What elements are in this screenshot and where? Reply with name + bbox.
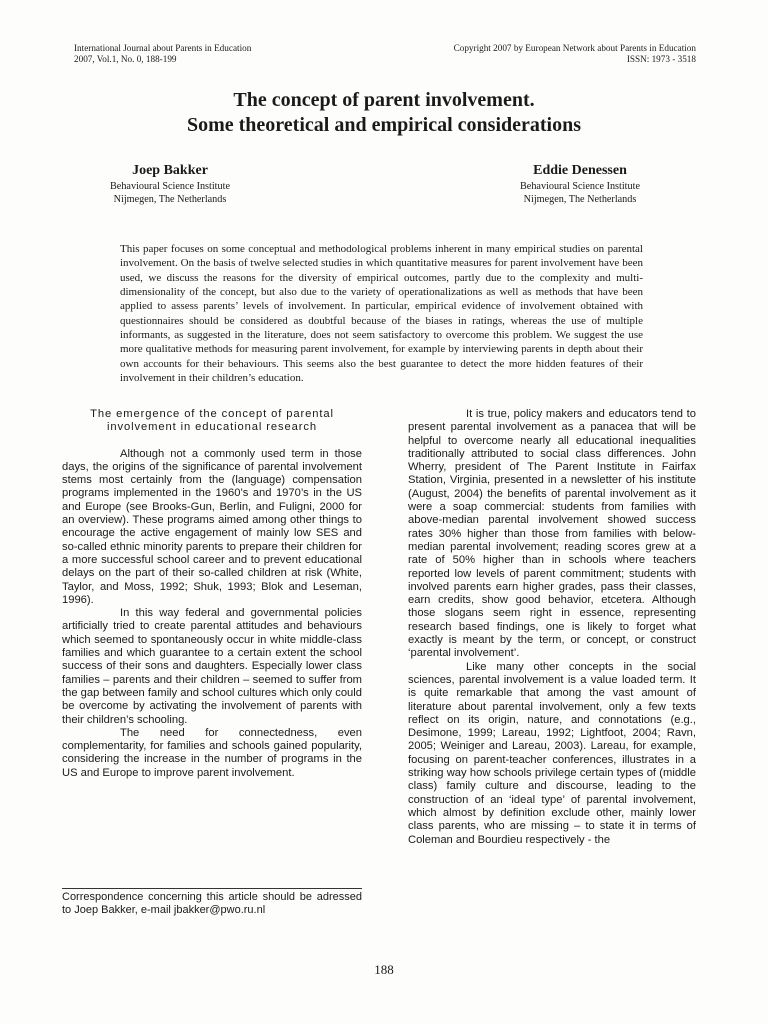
author-name: Joep Bakker	[132, 163, 208, 178]
journal-header	[74, 43, 251, 65]
title-line-1: The concept of parent involvement.	[233, 89, 535, 111]
journal-name: International Journal about Parents in Education	[74, 43, 252, 53]
section-heading	[62, 408, 362, 435]
author-block-2	[490, 162, 670, 206]
author-location: Nijmegen, The Netherlands	[523, 194, 637, 205]
title-line-2: Some theoretical and empirical considerations	[186, 114, 582, 136]
paragraph: In this way federal and governmental policies artificially tried to create parental attitudes and behaviours which seemed to spontaneously occur in white middle-class families and which guarantee to a certain extent the school success of their sons and daughters. Especially lower class families – parents and their children – seemed to suffer from the gap between family and school cultures which only could be overcome by activating the involvement of parents with their children’s schooling.	[62, 607, 362, 726]
author-institute: Behavioural Science Institute	[110, 181, 230, 192]
issn-line: ISSN: 1973 - 3518	[626, 54, 696, 64]
footnote-text: Correspondence concerning this article should be adressed to Joep Bakker, e-mail jbakker@pwo.ru.nl	[62, 891, 362, 917]
copyright-line: Copyright 2007 by European Network about Parents in Education	[453, 43, 696, 53]
author-name: Eddie Denessen	[533, 163, 627, 178]
correspondence-footnote	[62, 888, 362, 918]
right-column	[408, 408, 696, 847]
paragraph: Like many other concepts in the social sciences, parental involvement is a value loaded term. It is quite remarkable that among the vast amount of literature about parental involvement, only a few texts reflect on its origin, nature, and connotations (e.g., Desimone, 1999; Lareau, 1992; Lightfoot, 2004; Ravn, 2005; Weiniger and Lareau, 2003). Lareau, for example, focusing on parent-teacher conferences, illustrates in a striking way how schools privilege certain types of (middle class) family culture and discourse, leading to the construction of an ‘ideal type’ of parental involvement, which almost by definition exclude other, mainly lower class parents, who are missing – to state it in terms of Coleman and Bourdieu respectively - the	[408, 660, 696, 846]
section-heading-line-1: The emergence of the concept of parental	[90, 408, 334, 420]
footnote-divider	[62, 888, 362, 889]
paper-title	[0, 88, 768, 138]
copyright-header	[454, 43, 696, 65]
author-block-1	[80, 162, 260, 206]
paragraph: Although not a commonly used term in those days, the origins of the significance of parental involvement stems most certainly from the (language) compensation programs implemented in the 1960’s and 1970’s in the US and Europe (see Brooks-Gun, Berlin, and Fuligni, 2000 for an overview). These programs aimed among other things to encourage the active engagement of mainly low SES and so-called ethnic minority parents to prepare their children for a more successful school career and to prevent educational delays on the part of their so-called children at risk (White, Taylor, and Moss, 1992; Shuk, 1993; Blok and Leseman, 1996).	[62, 447, 362, 606]
page-number: 188	[374, 962, 394, 977]
author-institute: Behavioural Science Institute	[520, 181, 640, 192]
journal-volume: 2007, Vol.1, No. 0, 188-199	[74, 54, 177, 64]
paragraph: It is true, policy makers and educators tend to present parental involvement as a panacea that will be helpful to overcome nearly all educational inequalities traditionally attributed to social class differences. John Wherry, president of The Parent Institute in Fairfax Station, Virginia, presented in a newsletter of his institute (August, 2004) the benefits of parental involvement as it were a soap commercial: students from families with above-median parental involvement showed success rates 30% higher than those from families with below-median parental involvement; reading scores grew at a rate of 50% higher than in schools where teachers reported low levels of parent commitment; students with involved parents earn higher grades, pass their classes, earn credits, show good behavior, etcetera. Although those slogans seem right in essence, representing research based findings, one is likely to forget what exactly is meant by the term, or concept, or construct ‘parental involvement’.	[408, 408, 696, 660]
section-heading-line-2: involvement in educational research	[107, 421, 317, 434]
left-column	[62, 408, 362, 780]
paragraph: The need for connectedness, even complementarity, for families and schools gained popularity, considering the increase in the number of programs in the US and Europe to improve parent involvement.	[62, 726, 362, 779]
author-location: Nijmegen, The Netherlands	[113, 194, 227, 205]
abstract: This paper focuses on some conceptual and methodological problems inherent in many empirical studies on parental involvement. On the basis of twelve selected studies in which quantitative measures for parent involvement have been used, we discuss the reasons for the diversity of empirical outcomes, partly due to the complexity and multi-dimensionality of the concept, but also due to the variety of operationalizations as well as methods that have been applied to assess parents’ levels of involvement. In particular, empirical evidence of involvement obtained with questionnaires should be considered as doubtful because of the biases in ratings, whereas the use of multiple informants, as suggested in the literature, does not seem satisfactory to overcome this problem. We suggest the use more qualitative methods for measuring parent involvement, for example by interviewing parents in depth about their own accounts for their behaviours. This seems also the best guarantee to detect the more hidden features of their involvement in their children’s education.	[120, 243, 643, 385]
